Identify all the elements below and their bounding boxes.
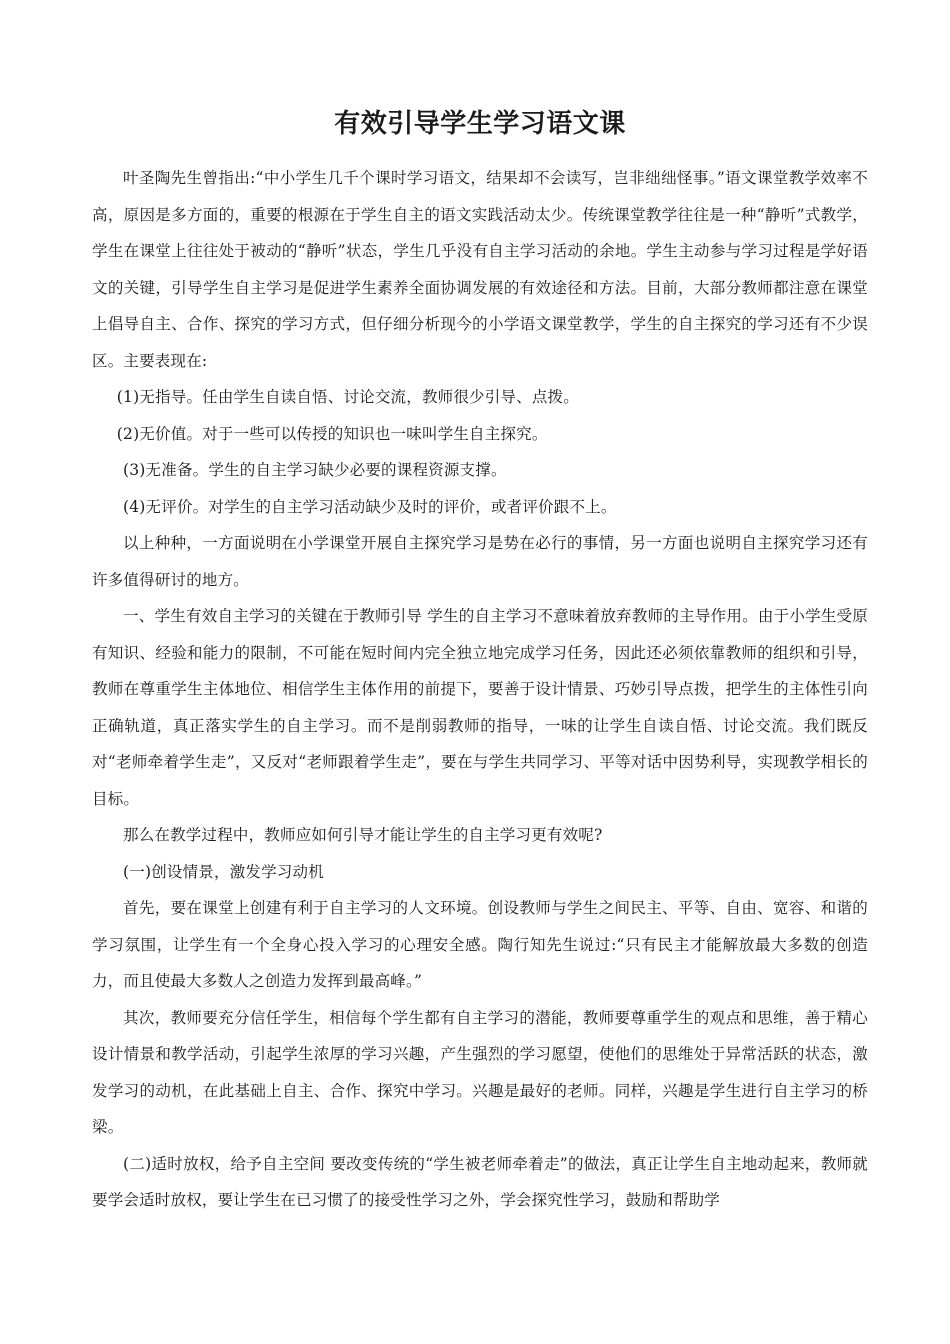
paragraph-intro: 叶圣陶先生曾指出:“中小学生几千个课时学习语文，结果却不会读写，岂非绌绌怪事。”语文课堂教学效率不高，原因是多方面的，重要的根源在于学生自主的语文实践活动太少。传统课堂教学往往是一种“静听”式教学，学生在课堂上往往处于被动的“静听”状态，学生几乎没有自主学习活动的余地。学生主动参与学习过程是学好语文的关键，引导学生自主学习是促进学生素养全面协调发展的有效途径和方法。目前，大部分教师都注意在课堂上倡导自主、合作、探究的学习方式，但仔细分析现今的小学语文课堂教学，学生的自主探究的学习还有不少误区。主要表现在: [92,169,868,370]
paragraph-section-1: 一、学生有效自主学习的关键在于教师引导 学生的自主学习不意味着放弃教师的主导作用。由于小学生受原有知识、经验和能力的限制，不可能在短时间内完全独立地完成学习任务，因此还必须依靠教师的组织和引导，教师在尊重学生主体地位、相信学生主体作用的前提下，要善于设计情景、巧妙引导点拨，把学生的主体性引向正确轨道，真正落实学生的自主学习。而不是削弱教师的指导，一味的让学生自读自悟、讨论交流。我们既反对“老师牵着学生走”，又反对“老师跟着学生走”，要在与学生共同学习、平等对话中因势利导，实现教学相长的目标。 [92,607,868,808]
subheading-1: (一)创设情景，激发学习动机 [123,862,324,881]
paragraph-summary: 以上种种，一方面说明在小学课堂开展自主探究学习是势在必行的事情，另一方面也说明自主探究学习还有许多值得研讨的地方。 [92,534,868,589]
paragraph-item-2: (2)无价值。对于一些可以传授的知识也一味叫学生自主探究。 [116,424,548,443]
paragraph-question: 那么在教学过程中，教师应如何引导才能让学生的自主学习更有效呢? [123,826,603,844]
paragraph-first: 首先，要在课堂上创建有利于自主学习的人文环境。创设教师与学生之间民主、平等、自由、宽容、和谐的学习氛围，让学生有一个全身心投入学习的心理安全感。陶行知先生说过:“只有民主才能解放最大多数的创造力，而且使最大多数人之创造力发挥到最高峰。” [92,899,868,990]
paragraph-second: 其次，教师要充分信任学生，相信每个学生都有自主学习的潜能，教师要尊重学生的观点和思维，善于精心设计情景和教学活动，引起学生浓厚的学习兴趣，产生强烈的学习愿望，使他们的思维处于异常活跃的状态，激发学习的动机，在此基础上自主、合作、探究中学习。兴趣是最好的老师。同样，兴趣是学生进行自主学习的桥梁。 [92,1008,868,1136]
document-body [92,160,868,1219]
document-title: 有效引导学生学习语文课 [334,109,626,139]
paragraph-item-4: (4)无评价。对学生的自主学习活动缺少及时的评价，或者评价跟不上。 [123,497,617,516]
paragraph-subsection-2: (二)适时放权，给予自主空间 要改变传统的“学生被老师牵着走”的做法，真正让学生自主地动起来，教师就要学会适时放权，要让学生在已习惯了的接受性学习之外，学会探究性学习，鼓励和帮助学 [92,1154,868,1209]
paragraph-item-1: (1)无指导。任由学生自读自悟、讨论交流，教师很少引导、点拨。 [116,388,579,406]
paragraph-item-3: (3)无准备。学生的自主学习缺少必要的课程资源支撑。 [123,461,507,479]
